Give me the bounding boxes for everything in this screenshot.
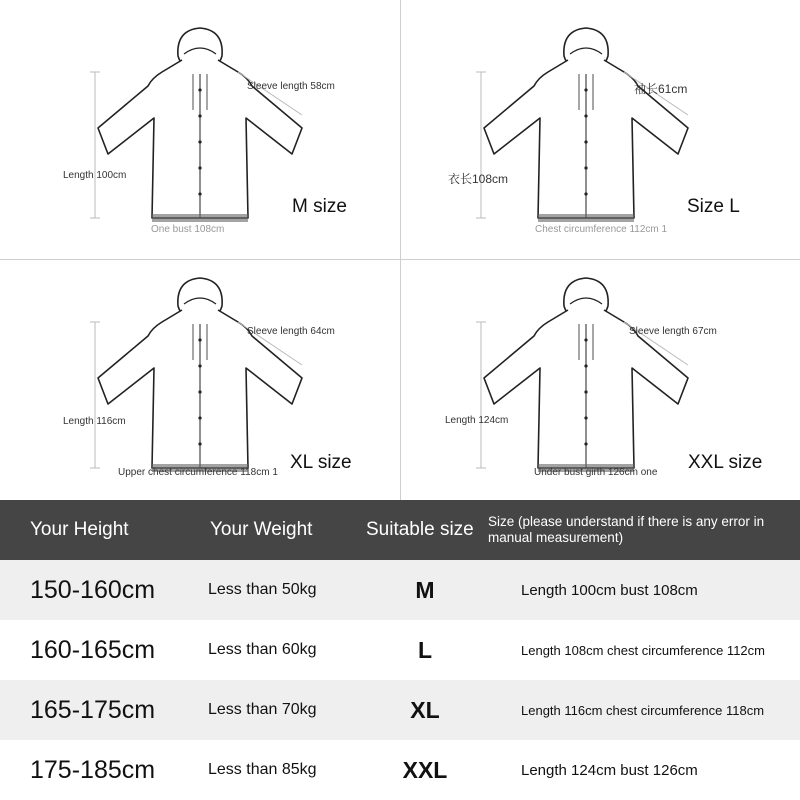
panel-divider-vertical bbox=[400, 0, 401, 500]
cell-height: 160-165cm bbox=[30, 635, 156, 664]
cell-height: 150-160cm bbox=[30, 575, 156, 604]
diagram-panel-xl bbox=[0, 250, 400, 500]
cell-height: 165-175cm bbox=[30, 695, 156, 724]
length-label: 衣长108cm bbox=[448, 172, 509, 186]
cell-size: M bbox=[415, 576, 435, 603]
diagram-panel-m bbox=[0, 0, 400, 250]
table-row bbox=[0, 620, 800, 680]
raincoat-illustration bbox=[476, 20, 696, 235]
bust-label: Under bust girth 126cm one bbox=[534, 467, 658, 478]
sleeve-length-label: 袖长61cm bbox=[634, 82, 688, 96]
bust-label: Chest circumference 112cm 1 bbox=[535, 224, 668, 235]
diagram-panel-xxl bbox=[400, 250, 800, 500]
cell-spec: Length 116cm chest circumference 118cm bbox=[521, 702, 765, 718]
cell-weight: Less than 50kg bbox=[208, 581, 317, 598]
header-weight: Your Weight bbox=[210, 519, 313, 540]
length-label: Length 124cm bbox=[445, 415, 509, 426]
header-note: Size (please understand if there is any error in manual measurement) bbox=[488, 514, 765, 545]
header-size: Suitable size bbox=[366, 519, 474, 540]
cell-weight: Less than 70kg bbox=[208, 701, 317, 718]
panel-divider-horizontal bbox=[0, 259, 800, 260]
bust-label: Upper chest circumference 118cm 1 bbox=[118, 467, 278, 478]
raincoat-illustration bbox=[476, 270, 696, 485]
cell-size: L bbox=[417, 636, 433, 663]
table-row bbox=[0, 740, 800, 800]
cell-weight: Less than 60kg bbox=[208, 641, 317, 658]
cell-spec: Length 108cm chest circumference 112cm bbox=[521, 642, 765, 658]
raincoat-outline-icon bbox=[476, 270, 696, 485]
sleeve-length-label: Sleeve length 58cm bbox=[247, 81, 335, 92]
sleeve-length-label: Sleeve length 67cm bbox=[629, 326, 717, 337]
raincoat-outline-icon bbox=[90, 270, 310, 485]
cell-spec: Length 124cm bust 126cm bbox=[521, 761, 698, 779]
length-label: Length 100cm bbox=[63, 170, 127, 181]
size-table-header bbox=[0, 500, 800, 560]
bust-label: One bust 108cm bbox=[151, 224, 225, 235]
cell-spec: Length 100cm bust 108cm bbox=[521, 581, 698, 599]
size-name: Size L bbox=[687, 196, 740, 217]
table-row bbox=[0, 560, 800, 620]
size-name: XXL size bbox=[688, 452, 763, 473]
cell-size: XXL bbox=[402, 756, 448, 783]
cell-weight: Less than 85kg bbox=[208, 761, 317, 778]
raincoat-illustration bbox=[90, 20, 310, 235]
header-height: Your Height bbox=[30, 519, 129, 540]
size-table bbox=[0, 500, 800, 800]
raincoat-outline-icon bbox=[90, 20, 310, 235]
cell-size: XL bbox=[410, 696, 440, 723]
size-name: XL size bbox=[290, 452, 352, 473]
raincoat-outline-icon bbox=[476, 20, 696, 235]
raincoat-illustration bbox=[90, 270, 310, 485]
table-row bbox=[0, 680, 800, 740]
sleeve-length-label: Sleeve length 64cm bbox=[247, 326, 335, 337]
diagram-panel-l bbox=[400, 0, 800, 250]
cell-height: 175-185cm bbox=[30, 755, 156, 784]
size-name: M size bbox=[292, 196, 347, 217]
length-label: Length 116cm bbox=[63, 416, 126, 427]
